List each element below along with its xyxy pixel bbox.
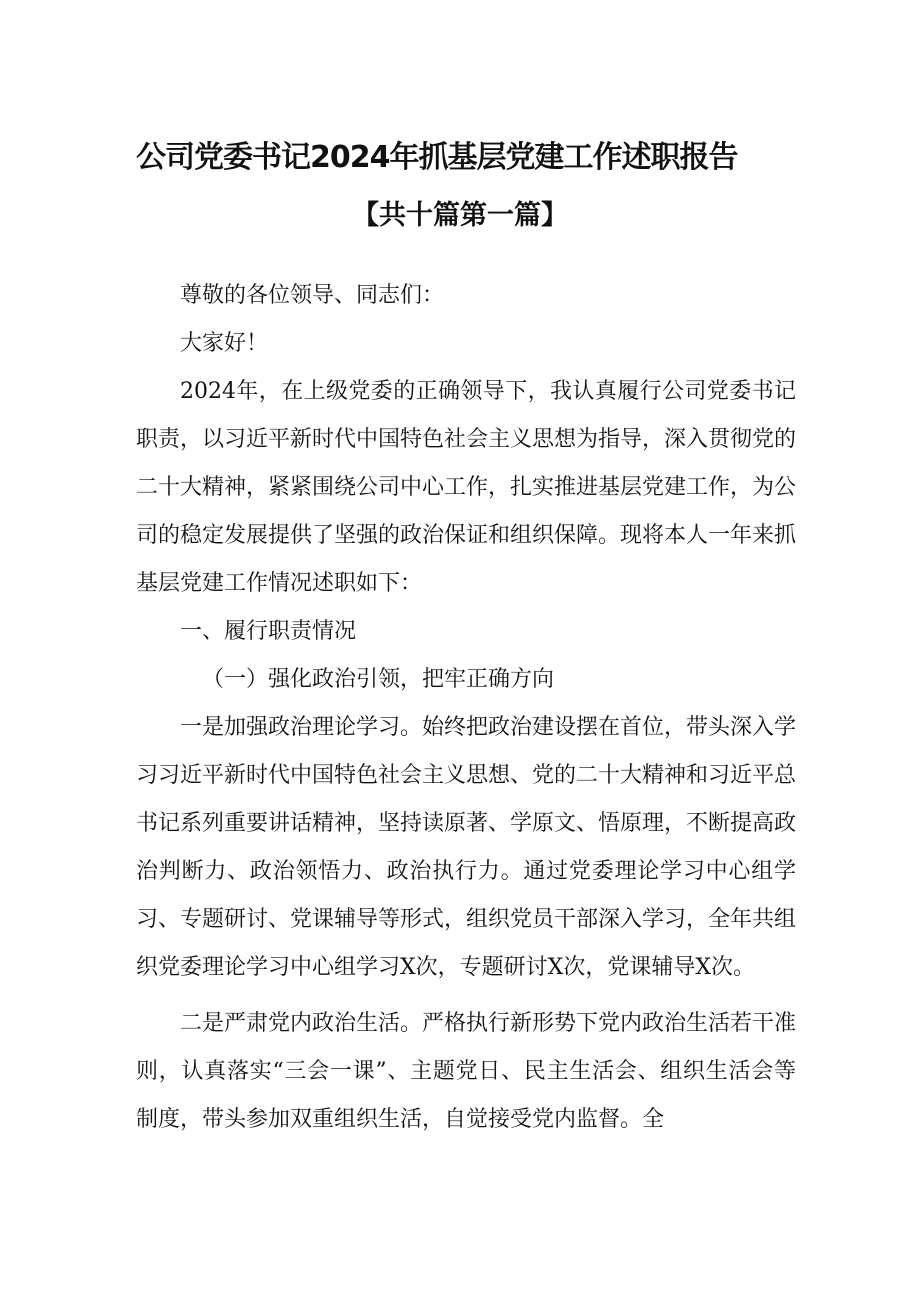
salutation: 尊敬的各位领导、同志们： — [180, 283, 445, 308]
body-paragraph: 二是严肃党内政治生活。严格执行新形势下党内政治生活若干准则，认真落实“三会一课”、主题党日、民主生活会、组织生活会等制度，带头参加双重组织生活，自觉接受党内监督。全 — [136, 1011, 797, 1132]
body-paragraph: 一是加强政治理论学习。始终把政治建设摆在首位，带头深入学习习近平新时代中国特色社会主义思想、党的二十大精神和习近平总书记系列重要讲话精神，坚持读原著、学原文、悟原理，不断提高政治判断力、政治领悟力、政治执行力。通过党委理论学习中心组学习、专题研讨、党课辅导等形式，组织党员干部深入学习，全年共组织党委理论学习中心组学习X次，专题研讨X次，党课辅导X次。 — [136, 715, 797, 980]
document-title: 公司党委书记2024年抓基层党建工作述职报告 — [136, 140, 738, 175]
greeting: 大家好！ — [180, 331, 269, 356]
subsection-heading: （一）强化政治引领，把牢正确方向 — [202, 667, 555, 692]
section-heading: 一、履行职责情况 — [180, 619, 357, 644]
document-subtitle: 【共十篇第一篇】 — [352, 200, 568, 231]
document-body — [136, 272, 796, 1144]
intro-paragraph: 2024年，在上级党委的正确领导下，我认真履行公司党委书记职责，以习近平新时代中国特色社会主义思想为指导，深入贯彻党的二十大精神，紧紧围绕公司中心工作，扎实推进基层党建工作，为公司的稳定发展提供了坚强的政治保证和组织保障。现将本人一年来抓基层党建工作情况述职如下： — [136, 379, 797, 596]
